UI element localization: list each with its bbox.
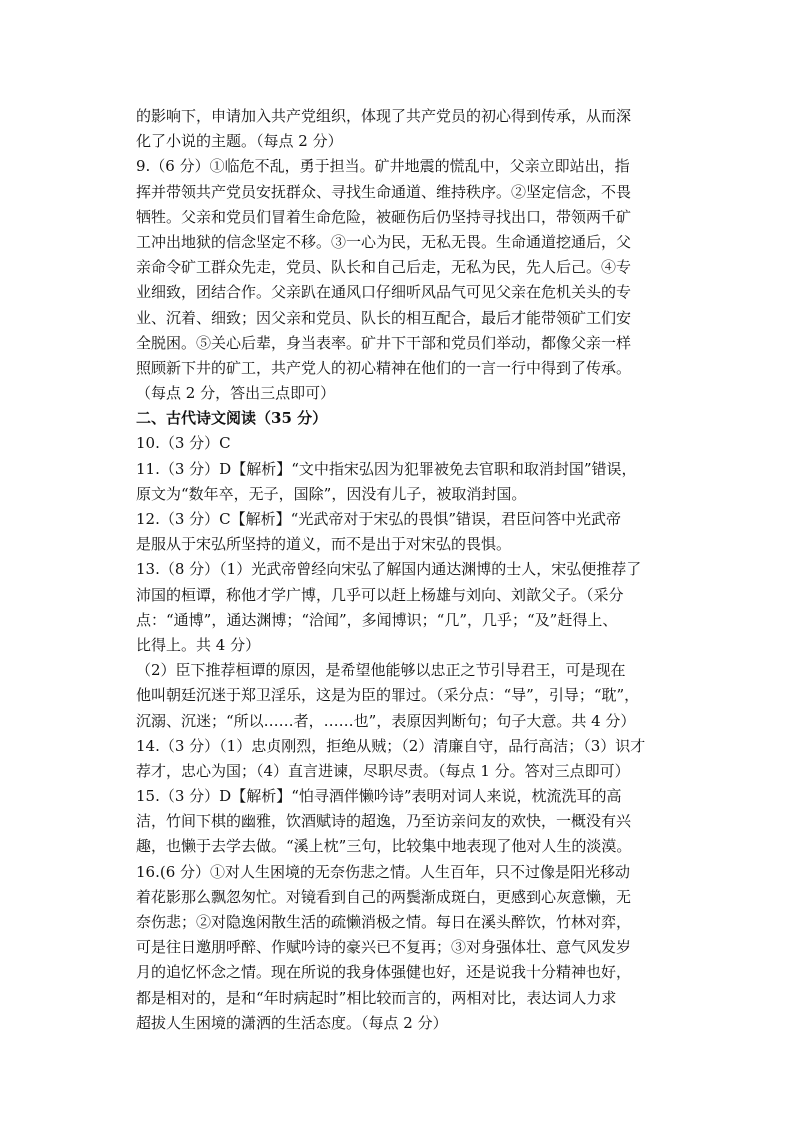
text-line: （2）臣下推荐桓谭的原因，是希望他能够以忠正之节引导君王，可是现在 [136,661,626,680]
text-line: 业、沉着、细致；因父亲和党员、队长的相互配合，最后才能带领矿工们安 [136,308,632,327]
text-line: 12.（3 分）C【解析】“光武帝对于宋弘的畏惧”错误，君臣问答中光武帝 [136,510,621,528]
text-line: 着花影那么飘忽匆忙。对镜看到自己的两鬓渐成斑白，更感到心灰意懒，无 [136,887,632,906]
text-line: 超拔人生困境的潇洒的生活态度。（每点 2 分） [136,1013,448,1032]
text-line: 沛国的桓谭，称他才学广博，几乎可以赶上杨雄与刘向、刘歆父子。（采分 [136,585,624,604]
text-line: 他叫朝廷沉迷于郑卫淫乐，这是为臣的罪过。（采分点：“导”，引导；“耽”， [136,686,640,705]
text-line: 11.（3 分）D【解析】“文中指宋弘因为犯罪被免去官职和取消封国”错误， [136,459,637,478]
text-line: 全脱困。⑤关心后辈，身当表率。矿井下干部和党员们举动，都像父亲一样 [136,333,632,352]
text-line: 洁，竹间下棋的幽雅，饮酒赋诗的超逸，乃至访亲问友的欢快，一概没有兴 [136,812,632,831]
text-line: 可是往日邀朋呼醉、作赋吟诗的豪兴已不复再；③对身强体壮、意气风发岁 [136,938,632,957]
text-line: 的影响下，申请加入共产党组织，体现了共产党员的初心得到传承，从而深 [136,107,632,125]
text-line: 趣，也懒于去学去做。“溪上枕”三句，比较集中地表现了他对人生的淡漠。 [136,837,632,856]
text-line: 10.（3 分）C [136,434,231,453]
text-line: 荐才，忠心为国；（4）直言进谏，尽职尽责。（每点 1 分。答对三点即可） [136,761,630,780]
text-line: 奈伤悲；②对隐逸闲散生活的疏懒消极之情。每日在溪头醉饮，竹林对弈， [136,913,632,931]
text-line: 点：“通博”，通达渊博；“洽闻”，多闻博识；“几”，几乎；“及”赶得上、 [136,610,618,629]
text-line: 原文为“数年卒，无子，国除”，因没有儿子，被取消封国。 [136,484,527,503]
text-line: 15.（3 分）D【解析】“怕寻酒伴懒吟诗”表明对词人来说，枕流洗耳的高 [136,787,622,806]
text-line: 13.（8 分）（1）光武帝曾经向宋弘了解国内通达渊博的士人，宋弘便推荐了 [136,560,642,579]
answer-text-block [136,104,658,1036]
section-heading: 二、古代诗文阅读（35 分） [136,409,328,428]
text-line: 沉溺、沉迷；“所以……者，……也”，表原因判断句；句子大意。共 4 分） [136,711,636,730]
text-line: 化了小说的主题。（每点 2 分） [136,132,343,151]
text-line: 牺牲。父亲和党员们冒着生命危险，被砸伤后仍坚持寻找出口，带领两千矿 [136,207,632,226]
text-line: 16.(6 分）①对人生困境的无奈伤悲之情。人生百年，只不过像是阳光移动 [136,862,631,881]
text-line: 照顾新下井的矿工，共产党人的初心精神在他们的一言一行中得到了传承。 [136,358,632,377]
text-line: 比得上。共 4 分） [136,635,261,654]
text-line: （每点 2 分，答出三点即可） [136,384,336,403]
text-line: 业细致，团结合作。父亲趴在通风口仔细听风品气可见父亲在危机关头的专 [136,283,632,302]
text-line: 工冲出地狱的信念坚定不移。③一心为民，无私无畏。生命通道挖通后，父 [136,232,632,251]
text-line: 挥并带领共产党员安抚群众、寻找生命通道、维持秩序。②坚定信念，不畏 [136,182,632,201]
text-line: 是服从于宋弘所坚持的道义，而不是出于对宋弘的畏惧。 [136,535,512,554]
text-line: 9.（6 分）①临危不乱，勇于担当。矿井地震的慌乱中，父亲立即站出，指 [136,157,630,176]
text-line: 14.（3 分）（1）忠贞刚烈，拒绝从贼；（2）清廉自守，品行高洁；（3）识才 [136,736,646,755]
text-line: 月的追忆怀念之情。现在所说的我身体强健也好，还是说我十分精神也好， [136,963,632,982]
text-line: 亲命令矿工群众先走，党员、队长和自己后走，无私为民，先人后己。④专 [136,258,632,277]
text-line: 都是相对的，是和“年时病起时”相比较而言的，两相对比，表达词人力求 [136,988,617,1007]
